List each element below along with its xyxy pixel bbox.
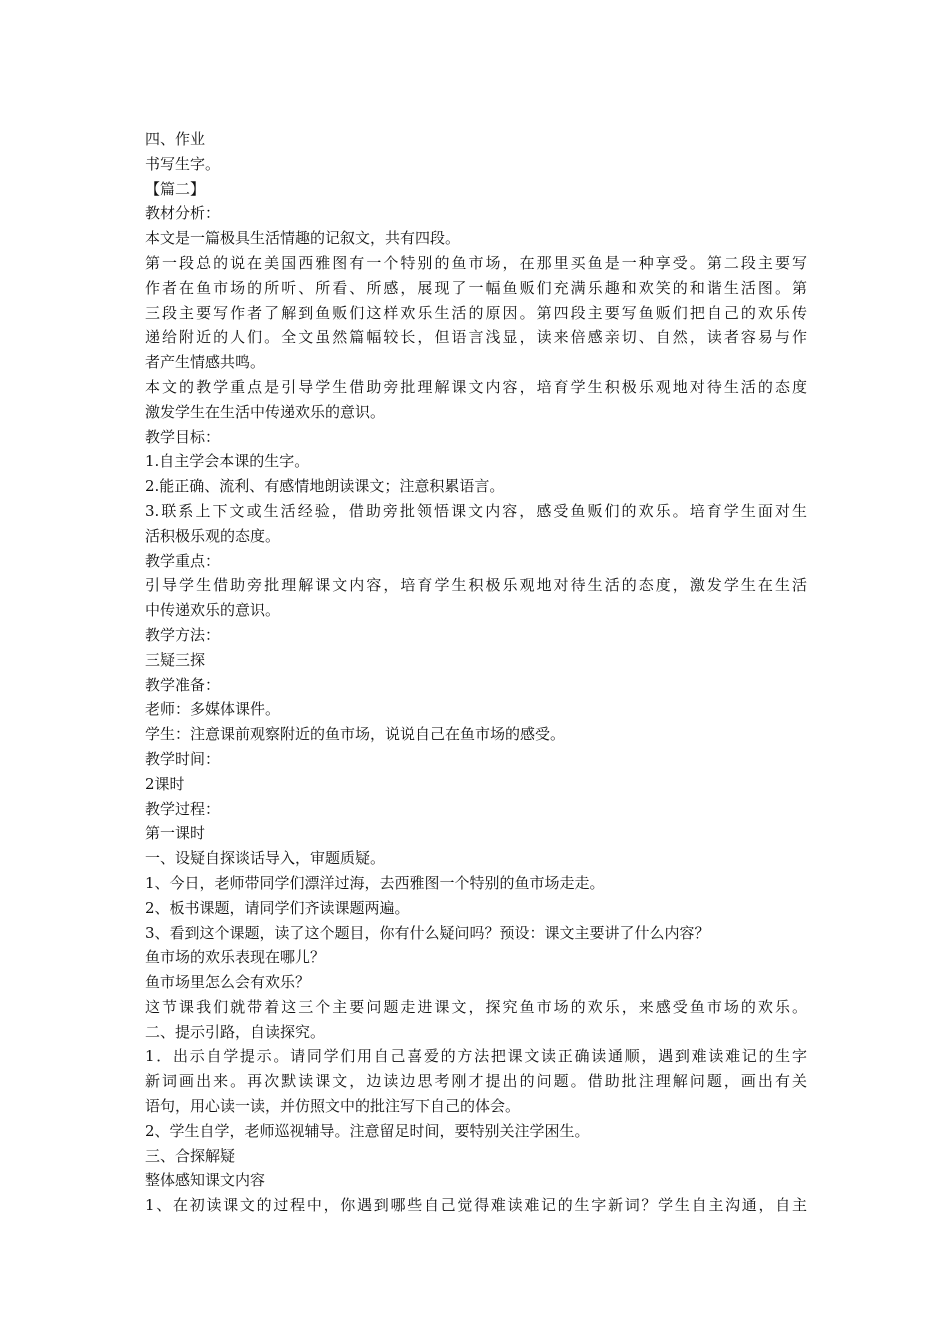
text-line: 2.能正确、流利、有感情地朗读课文；注意积累语言。 [145,477,505,496]
text-line: 教学时间： [145,749,221,768]
text-line: 1、在初读课文的过程中，你遇到哪些自己觉得难读难记的生字新词？学生自主沟通，自主 [145,1196,807,1215]
text-line: 第一课时 [145,824,206,843]
text-line: 二、提示引路，自读探究。 [145,1022,326,1041]
text-line: 1、今日，老师带同学们漂洋过海，去西雅图一个特别的鱼市场走走。 [145,873,605,892]
text-line: 本文是一篇极具生活情趣的记叙文，共有四段。 [145,229,461,248]
text-line: 鱼市场的欢乐表现在哪儿？ [145,948,326,967]
text-line: 老师：多媒体课件。 [145,700,281,719]
text-line: 鱼市场里怎么会有欢乐？ [145,973,311,992]
text-line: 教材分析： [145,204,221,223]
text-line: 引导学生借助旁批理解课文内容，培育学生积极乐观地对待生活的态度，激发学生在生活 [145,576,807,595]
text-line: 整体感知课文内容 [145,1171,266,1190]
text-line: 活积极乐观的态度。 [145,526,281,545]
text-line: 激发学生在生活中传递欢乐的意识。 [145,402,386,421]
text-line: 三疑三探 [145,650,206,669]
text-line: 三段主要写作者了解到鱼贩们这样欢乐生活的原因。第四段主要写鱼贩们把自己的欢乐传 [145,303,807,322]
text-line: 教学准备： [145,675,221,694]
text-line: 第一段总的说在美国西雅图有一个特别的鱼市场，在那里买鱼是一种享受。第二段主要写 [145,253,807,272]
text-line: 本文的教学重点是引导学生借助旁批理解课文内容，培育学生积极乐观地对待生活的态度 [145,377,807,396]
text-line: 一、设疑自探谈话导入，审题质疑。 [145,849,386,868]
text-line: 这节课我们就带着这三个主要问题走进课文，探究鱼市场的欢乐，来感受鱼市场的欢乐。 [145,997,807,1016]
text-line: 教学方法： [145,625,221,644]
text-line: 2、板书课题，请同学们齐读课题两遍。 [145,898,410,917]
text-line: 三、合探解疑 [145,1146,236,1165]
text-line: 3.联系上下文或生活经验，借助旁批领悟课文内容，感受鱼贩们的欢乐。培育学生面对生 [145,501,807,520]
text-line: 2、学生自学，老师巡视辅导。注意留足时间，要特别关注学困生。 [145,1121,590,1140]
text-line: 四、作业 [145,130,206,148]
text-line: 3、看到这个课题，读了这个题目，你有什么疑问吗？预设：课文主要讲了什么内容？ [145,923,710,942]
text-line: 1.自主学会本课的生字。 [145,452,310,471]
text-line: 教学过程： [145,799,221,818]
text-line: 语句，用心读一读，并仿照文中的批注写下自己的体会。 [145,1097,521,1116]
text-line: 递给附近的人们。全文虽然篇幅较长，但语言浅显，读来倍感亲切、自然，读者容易与作 [145,328,807,347]
text-line: 教学目标： [145,427,221,446]
text-line: 新词画出来。再次默读课文，边读边思考刚才提出的问题。借助批注理解问题，画出有关 [145,1072,807,1091]
text-line: 中传递欢乐的意识。 [145,601,281,620]
text-line: 1．出示自学提示。请同学们用自己喜爱的方法把课文读正确读通顺，遇到难读难记的生字 [145,1047,807,1066]
text-line: 【篇二】 [145,179,206,198]
text-line: 教学重点： [145,551,221,570]
text-line: 书写生字。 [145,154,221,173]
document-page [145,127,807,1218]
text-line: 2课时 [145,774,185,793]
text-line: 者产生情感共鸣。 [145,353,266,372]
text-line: 学生：注意课前观察附近的鱼市场，说说自己在鱼市场的感受。 [145,725,566,744]
text-line: 作者在鱼市场的所听、所看、所感，展现了一幅鱼贩们充满乐趣和欢笑的和谐生活图。第 [145,278,807,297]
